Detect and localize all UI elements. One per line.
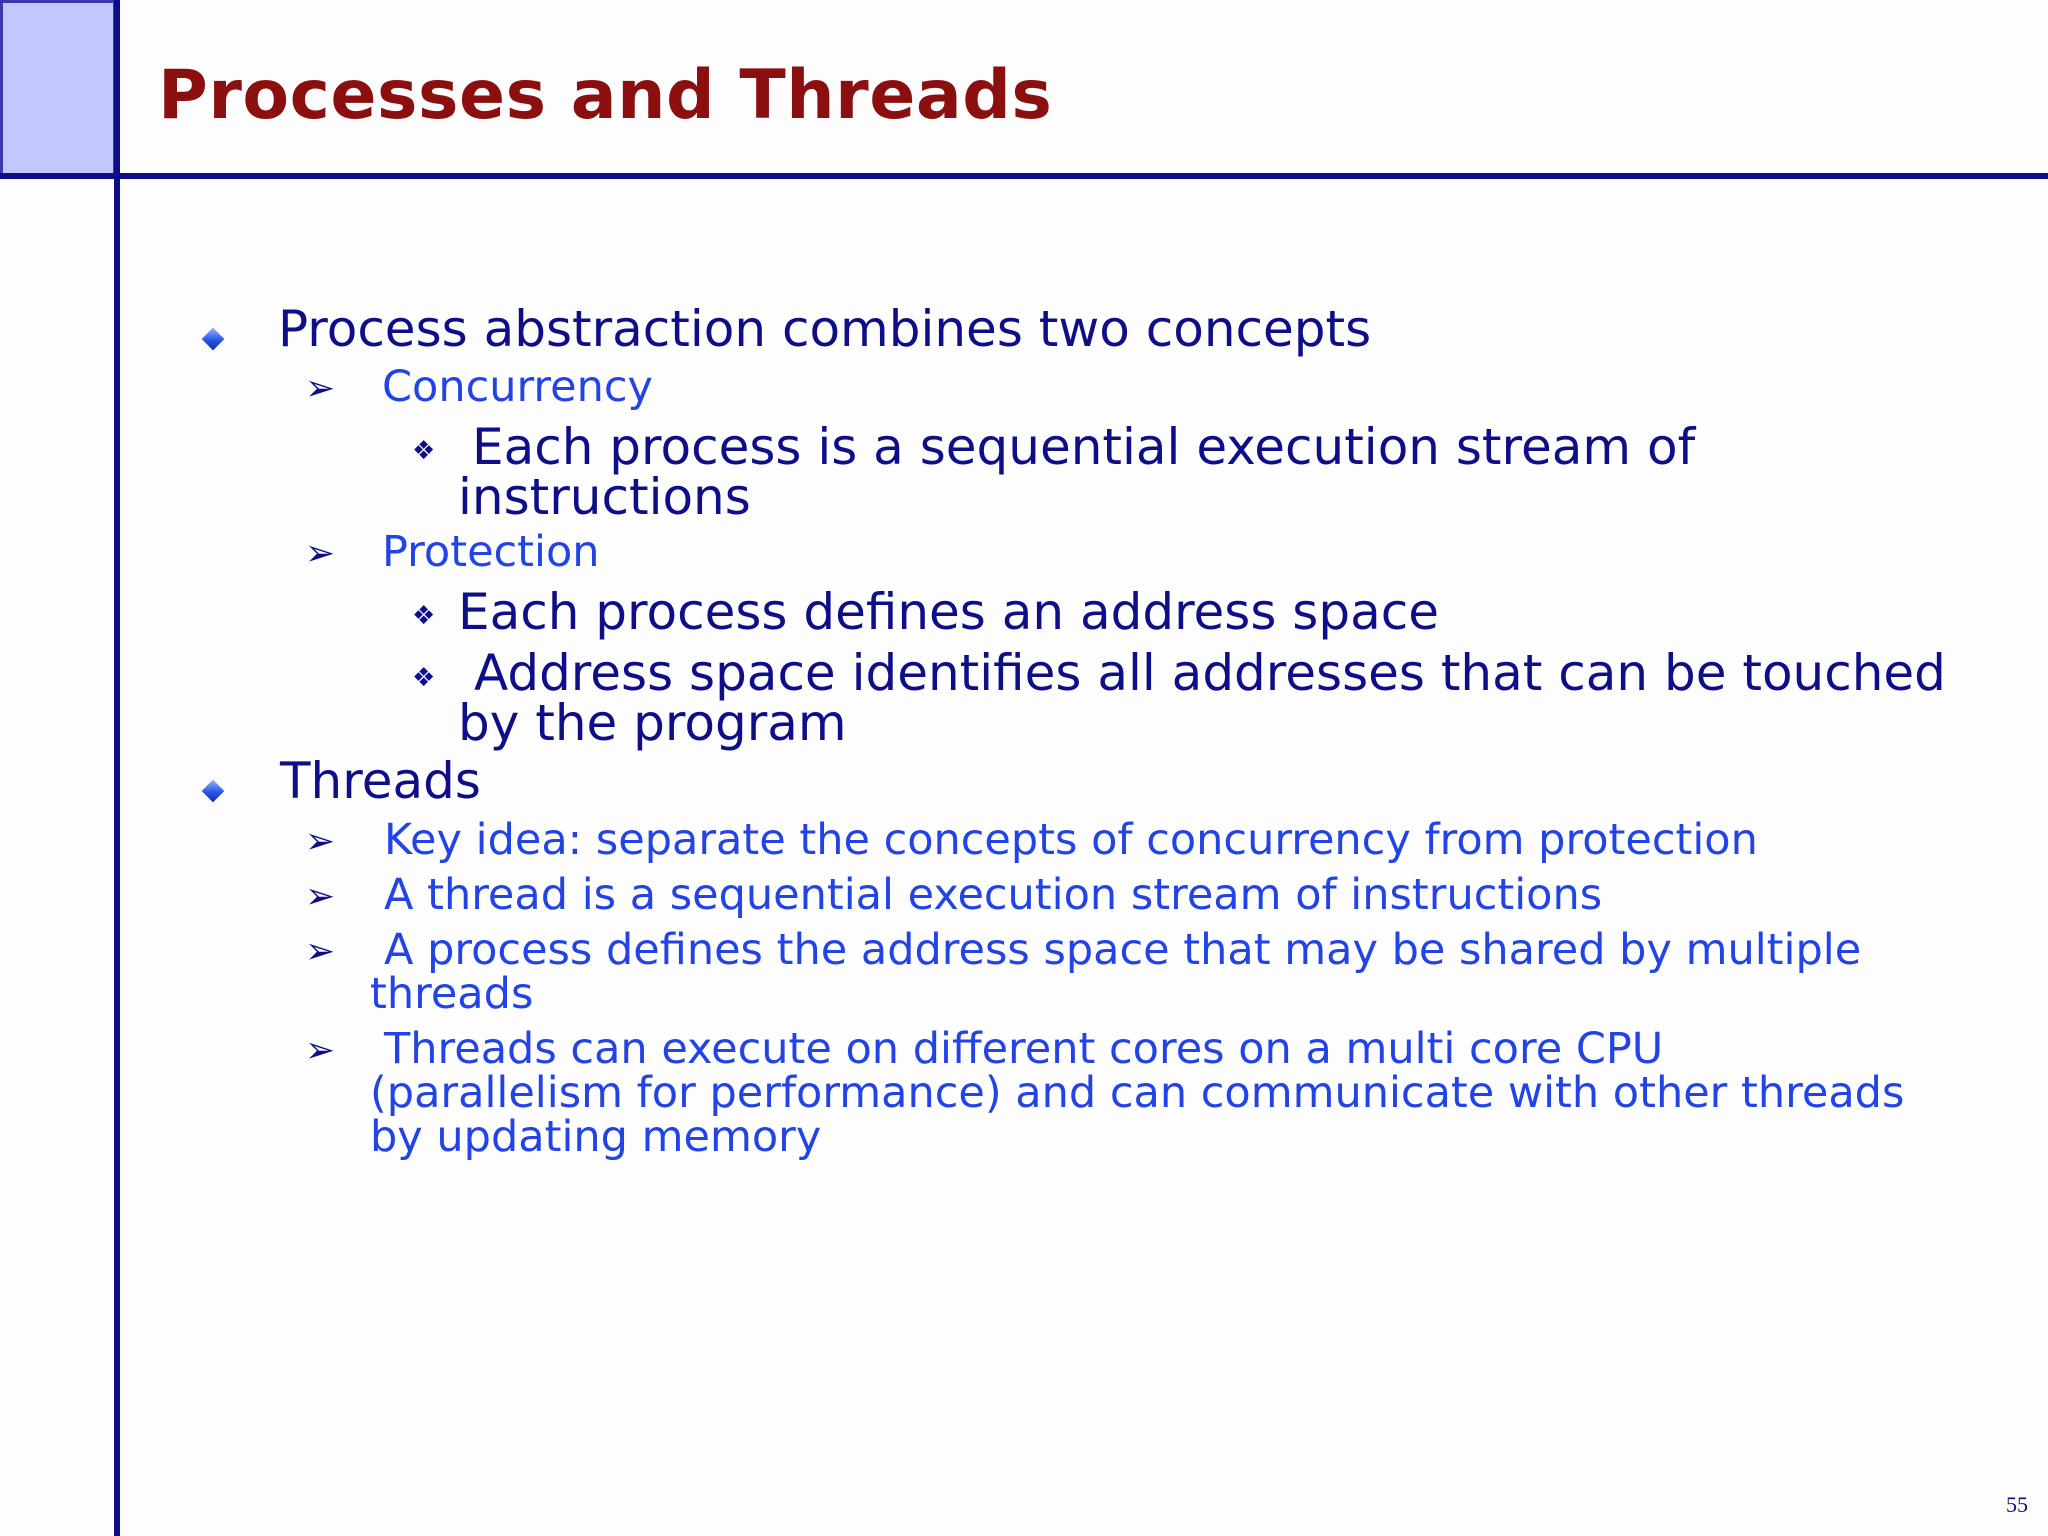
arrowhead-icon: ➢ — [305, 821, 336, 862]
bullet-text-address-space-identifies-line1: Address space identifies all addresses that can be touched — [474, 644, 1946, 702]
bullet-text-threads-execute-line3: by updating memory — [370, 1112, 822, 1162]
blue-diamond-icon — [202, 780, 225, 803]
four-diamond-clover-icon: ❖ — [412, 436, 436, 466]
bullet-text-threads: Threads — [280, 752, 481, 810]
bullet-text-key-idea: Key idea: separate the concepts of concurrency from protection — [384, 815, 1758, 865]
arrowhead-icon: ➢ — [305, 876, 336, 917]
bullet-text-protection: Protection — [382, 527, 600, 577]
bullet-text-threads-execute-line1: Threads can execute on different cores on a multi core CPU — [384, 1024, 1664, 1074]
bullet-text-process-abstraction: Process abstraction combines two concepts — [278, 300, 1372, 358]
four-diamond-clover-icon: ❖ — [412, 601, 436, 631]
page-number: 55 — [2006, 1492, 2028, 1517]
bullet-text-process-shared-line1: A process defines the address space that may be shared by multiple — [384, 925, 1862, 975]
arrowhead-icon: ➢ — [305, 931, 336, 972]
bullet-text-thread-definition: A thread is a sequential execution stream of instructions — [384, 870, 1603, 920]
bullet-text-defines-address-space: Each process defines an address space — [458, 583, 1439, 641]
bullet-text-sequential-stream-line1: Each process is a sequential execution stream of — [472, 418, 1696, 476]
arrowhead-icon: ➢ — [305, 1030, 336, 1071]
arrowhead-icon: ➢ — [305, 533, 336, 574]
slide-title: Processes and Threads — [158, 56, 1053, 135]
bullet-text-sequential-stream-line2: instructions — [458, 468, 751, 526]
blue-diamond-icon — [202, 328, 225, 351]
bullet-text-threads-execute-line2: (parallelism for performance) and can communicate with other threads — [370, 1068, 1905, 1118]
bullet-text-concurrency: Concurrency — [382, 362, 653, 412]
arrowhead-icon: ➢ — [305, 368, 336, 409]
four-diamond-clover-icon: ❖ — [412, 663, 436, 693]
bullet-text-process-shared-line2: threads — [370, 969, 534, 1019]
bullet-text-address-space-identifies-line2: by the program — [458, 694, 847, 752]
